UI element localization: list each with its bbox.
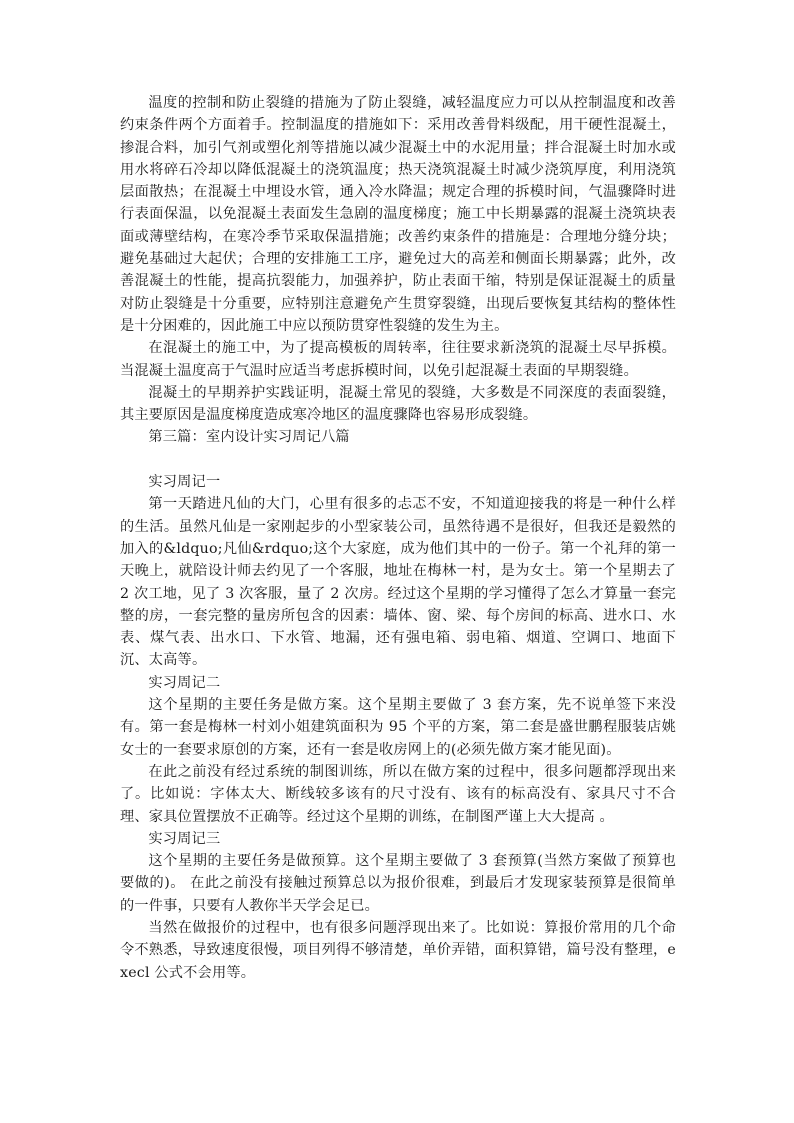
week2-paragraph-2: 在此之前没有经过系统的制图训练，所以在做方案的过程中，很多问题都浮现出来了。比如说：字体太大、断线较多该有的尺寸没有、该有的标高没有、家具尺寸不合理、家具位置摆放不正确等。经过这个星期的训练，在制图严谨上大大提高 。	[120, 763, 676, 825]
paragraph-temperature-control: 温度的控制和防止裂缝的措施为了防止裂缝，减轻温度应力可以从控制温度和改善约束条件两个方面着手。控制温度的措施如下：采用改善骨料级配，用干硬性混凝土，掺混合料，加引气剂或塑化剂等措施以减少混凝土中的水泥用量；拌合混凝土时加水或用水将碎石冷却以降低混凝土的浇筑温度；热天浇筑混凝土时减少浇筑厚度，利用浇筑层面散热；在混凝土中埋设水管，通入冷水降温；规定合理的拆模时间，气温骤降时进行表面保温，以免混凝土表面发生急剧的温度梯度；施工中长期暴露的混凝土浇筑块表面或薄壁结构，在寒冷季节采取保温措施；改善约束条件的措施是：合理地分缝分块；避免基础过大起伏；合理的安排施工工序，避免过大的高差和侧面长期暴露；此外，改善混凝土的性能，提高抗裂能力，加强养护，防止表面干缩，特别是保证混凝土的质量对防止裂缝是十分重要，应特别注意避免产生贯穿裂缝，出现后要恢复其结构的整体性是十分困难的，因此施工中应以预防贯穿性裂缝的发生为主。	[120, 95, 676, 334]
week3-paragraph-2: 当然在做报价的过程中，也有很多问题浮现出来了。比如说：算报价常用的几个命令不熟悉，导致速度很慢，项目列得不够清楚，单价弄错，面积算错，篇号没有整理，execl 公式不会用等。	[120, 919, 676, 981]
week3-paragraph-1: 这个星期的主要任务是做预算。这个星期主要做了 3 套预算(当然方案做了预算也要做的)。 在此之前没有接触过预算总以为报价很难，到最后才发现家装预算是很简单的一件事，只要有人教你半天学会足已。	[120, 853, 676, 914]
week1-paragraph: 第一天踏进凡仙的大门，心里有很多的忐忑不安，不知道迎接我的将是一种什么样的生活。虽然凡仙是一家刚起步的小型家装公司，虽然待遇不是很好，但我还是毅然的加入的&ldquo;凡仙&rdquo;这个大家庭，成为他们其中的一份子。第一个礼拜的第一天晚上，就陪设计师去约见了一个客服，地址在梅林一村，是为女士。第一个星期去了 2 次工地，见了 3 次客服，量了 2 次房。经过这个星期的学习懂得了怎么才算量一套完整的房，一套完整的量房所包含的因素：墙体、窗、梁、每个房间的标高、进水口、水表、煤气表、出水口、下水管、地漏，还有强电箱、弱电箱、烟道、空调口、地面下沉、太高等。	[120, 496, 676, 669]
week2-paragraph-1: 这个星期的主要任务是做方案。这个星期主要做了 3 套方案，先不说单签下来没有。第一套是梅林一村刘小姐建筑面积为 95 个平的方案，第二套是盛世鹏程服装店姚女士的一套要求原创的方案，还有一套是收房网上的(必须先做方案才能见面)。	[120, 697, 676, 758]
document-page	[120, 92, 676, 984]
part-title: 第三篇：室内设计实习周记八篇	[148, 429, 350, 446]
week2-title: 实习周记二	[148, 674, 221, 691]
blank-line	[120, 449, 676, 471]
week3-title: 实习周记三	[148, 830, 221, 847]
week1-title: 实习周记一	[148, 474, 221, 491]
paragraph-formwork-removal: 在混凝土的施工中，为了提高模板的周转率，往往要求新浇筑的混凝土尽早拆模。当混凝土温度高于气温时应适当考虑拆模时间，以免引起混凝土表面的早期裂缝。	[120, 340, 676, 379]
paragraph-early-curing: 混凝土的早期养护实践证明，混凝土常见的裂缝，大多数是不同深度的表面裂缝，其主要原因是温度梯度造成寒冷地区的温度骤降也容易形成裂缝。	[120, 384, 676, 424]
